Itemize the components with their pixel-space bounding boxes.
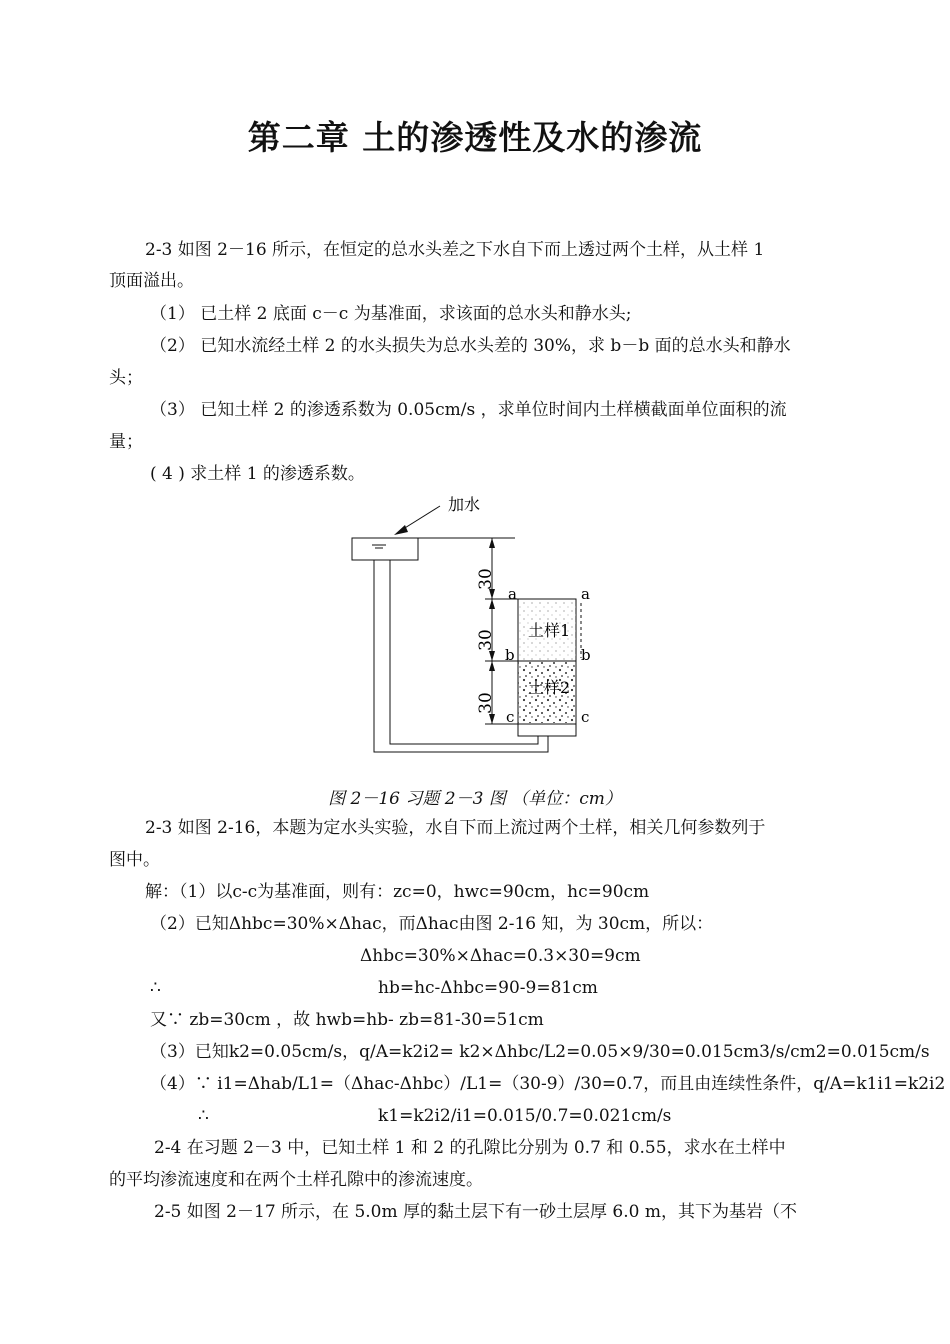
solution-intro-line-1: 2-3 如图 2-16，本题为定水头实验，水自下而上流过两个土样，相关几何参数列于 <box>145 818 766 838</box>
solution-equation-2: hb=hc-Δhbc=90-9=81cm <box>378 978 598 998</box>
problem-2-4-line-1: 2-4 在习题 2－3 中，已知土样 1 和 2 的孔隙比分别为 0.7 和 0.55，求水在土样中 <box>154 1138 786 1158</box>
solution-step-zb: 又∵ zb=30cm ，故 hwb=hb- zb=81-30=51cm <box>150 1010 544 1030</box>
question-4: ( 4 ) 求土样 1 的渗透系数。 <box>150 464 365 484</box>
solution-step-3: （3）已知k2=0.05cm/s，q/A=k2i2= k2×Δhbc/L2=0.05×9/30=0.015cm3/s/cm2=0.015cm/s <box>150 1042 930 1062</box>
figure-2-16 <box>330 488 620 773</box>
dimension-label-1: 30 <box>476 568 496 590</box>
dimension-label-2: 30 <box>476 629 496 651</box>
sample-2-label: 土样2 <box>528 678 571 697</box>
solution-step-4: （4）∵ i1=Δhab/L1=（Δhac-Δhbc）/L1=（30-9）/30=0.7，而且由连续性条件，q/A=k1i1=k2i2 <box>150 1074 946 1094</box>
section-c-left: c <box>506 708 515 726</box>
question-3-line-1: （3） 已知土样 2 的渗透系数为 0.05cm/s ，求单位时间内土样横截面单位面积的流 <box>150 400 787 420</box>
problem-2-3-line-1: 2-3 如图 2－16 所示，在恒定的总水头差之下水自下而上透过两个土样，从土样 1 <box>145 240 765 260</box>
sample-1-label: 土样1 <box>528 621 571 640</box>
problem-2-3-line-2: 顶面溢出。 <box>109 271 194 291</box>
section-c-right: c <box>581 708 590 726</box>
therefore-symbol-2: ∴ <box>198 1106 209 1126</box>
problem-2-4-line-2: 的平均渗流速度和在两个土样孔隙中的渗流速度。 <box>109 1170 483 1190</box>
chapter-title: 第二章 土的渗透性及水的渗流 <box>247 118 703 157</box>
figure-caption: 图 2－16 习题 2－3 图 （单位：cm） <box>328 789 622 809</box>
water-reservoir <box>352 538 418 560</box>
question-2-line-2: 头； <box>109 368 143 388</box>
solution-step-1: 解：（1）以c-c为基准面，则有：zc=0，hwc=90cm，hc=90cm <box>145 882 650 902</box>
section-b-right: b <box>581 646 591 664</box>
problem-2-5-line-1: 2-5 如图 2－17 所示，在 5.0m 厚的黏土层下有一砂土层厚 6.0 m，其下为基岩（不 <box>154 1202 797 1222</box>
question-1: （1） 已土样 2 底面 c－c 为基准面，求该面的总水头和静水头; <box>150 304 632 324</box>
question-2-line-1: （2） 已知水流经土样 2 的水头损失为总水头差的 30%，求 b－b 面的总水头和静水 <box>150 336 791 356</box>
section-b-left: b <box>505 646 515 664</box>
section-a-left: a <box>508 585 517 603</box>
question-3-line-2: 量； <box>109 432 143 452</box>
solution-equation-3: k1=k2i2/i1=0.015/0.7=0.021cm/s <box>378 1106 672 1126</box>
solution-equation-1: Δhbc=30%×Δhac=0.3×30=9cm <box>360 946 641 966</box>
therefore-symbol-1: ∴ <box>150 978 161 998</box>
solution-intro-line-2: 图中。 <box>109 850 160 870</box>
section-a-right: a <box>581 585 590 603</box>
dimension-label-3: 30 <box>476 692 496 714</box>
add-water-arrowhead <box>394 525 408 535</box>
add-water-label: 加水 <box>448 495 481 514</box>
solution-step-2: （2）已知Δhbc=30%×Δhac，而Δhac由图 2-16 知，为 30cm，所以： <box>150 914 714 934</box>
add-water-pointer <box>400 506 440 531</box>
